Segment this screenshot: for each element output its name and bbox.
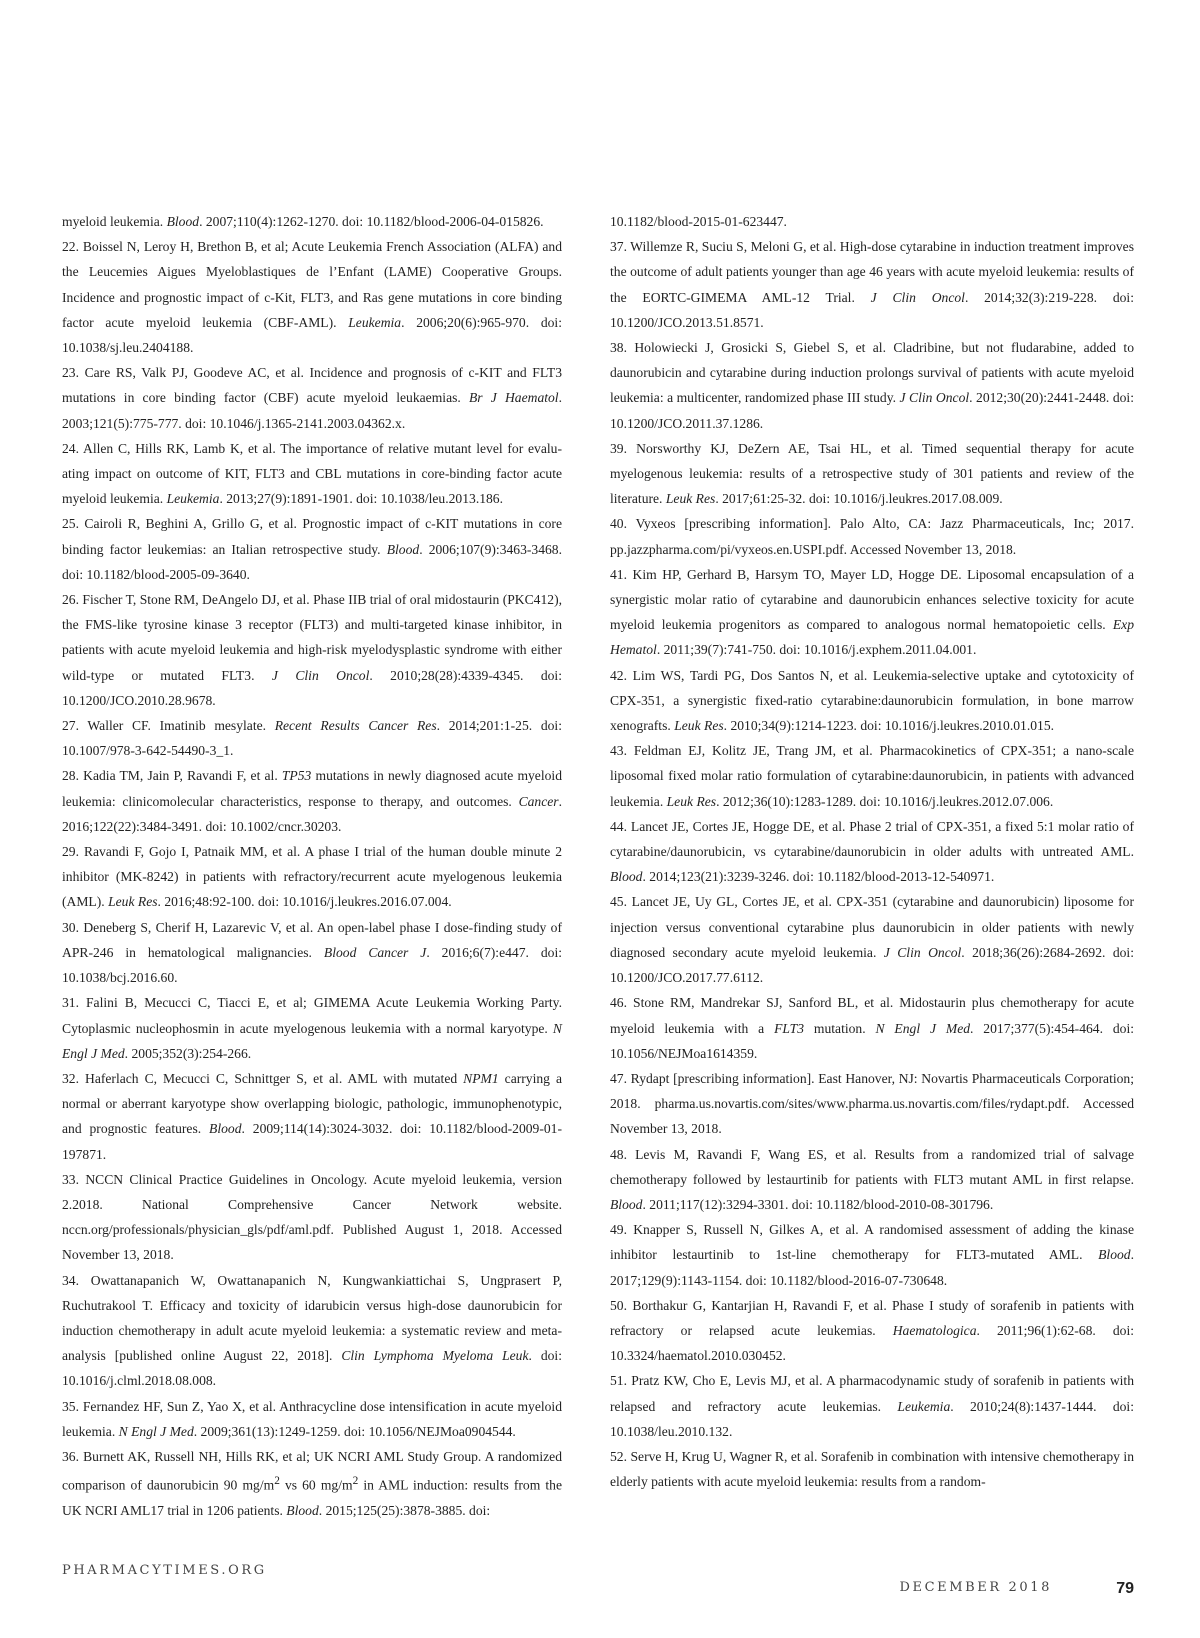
reference-entry: 45. Lancet JE, Uy GL, Cortes JE, et al. CPX-351 (cytarabine and daunorubicin) liposome for injection versus conventional cytarabine plus daunorubicin in older patients with newly diagnosed secondary acute myeloid leukemia. J Clin Oncol. 2018;36(26):2684-2692. doi: 10.1200/JCO.2017.77.6112. (610, 894, 1134, 986)
page-number: 79 (1116, 1580, 1134, 1597)
reference-entry: 47. Rydapt [prescribing information]. East Hanover, NJ: Novartis Pharmaceuticals Corporation; 2018. pharma.us.novartis.com/sites/www.pharma.us.novartis.com/files/rydapt.pdf. Accessed November 13, 2018. (610, 1070, 1134, 1137)
reference-entry: 28. Kadia TM, Jain P, Ravandi F, et al. TP53 mutations in newly diagnosed acute myeloid leukemia: clinicomolecular characteristics, response to therapy, and outcomes. Cancer. 2016;122(22):3484-3491. doi: 10.1002/cncr.30203. (62, 768, 562, 834)
reference-entry: 31. Falini B, Mecucci C, Tiacci E, et al; GIMEMA Acute Leukemia Working Party. Cytoplasmic nucleophosmin in acute myelogenous leukemia with a normal karyotype. N Engl J Med. 2005;352(3):254-266. (62, 995, 562, 1061)
reference-entry: 36. Burnett AK, Russell NH, Hills RK, et al; UK NCRI AML Study Group. A randomized comparison of daunorubicin 90 $mg/m^2$ vs 60 $mg/m^2$ in AML induction: results from the UK NCRI AML17 trial in 1206 patients. Blood. 2015;125(25):3878-3885. doi: (62, 1448, 562, 1518)
reference-entry: 26. Fischer T, Stone RM, DeAngelo DJ, et al. Phase IIB trial of oral midostaurin (PKC412), the FMS-like tyrosine kinase 3 receptor (FLT3) and multi-targeted kinase inhibitor, in patients with acute myeloid leukemia and high-risk myelodysplastic syndrome with either wild-type or mutated FLT3. J Clin Oncol. 2010;28(28):4339-4345. doi: 10.1200/JCO.2010.28.9678. (62, 592, 562, 708)
reference-entry: 46. Stone RM, Mandrekar SJ, Sanford BL, et al. Midostaurin plus chemotherapy for acute myeloid leukemia with a FLT3 mutation. N Engl J Med. 2017;377(5):454-464. doi: 10.1056/NEJMoa1614359. (610, 995, 1135, 1061)
references-left-column (62, 209, 562, 1523)
reference-entry: 27. Waller CF. Imatinib mesylate. Recent Results Cancer Res. 2014;201:1-25. doi: 10.1007/978-3-642-54490-3_1. (62, 718, 562, 759)
reference-entry: 35. Fernandez HF, Sun Z, Yao X, et al. Anthracycline dose intensification in acute myeloid leukemia. N Engl J Med. 2009;361(13):1249-1259. doi: 10.1056/NEJMoa0904544. (62, 1398, 562, 1439)
reference-entry: 32. Haferlach C, Mecucci C, Schnittger S, et al. AML with mutated NPM1 carrying a normal or aberrant karyotype show overlapping biologic, pathologic, immunophenotypic, and prognostic features. Blood. 2009;114(14):3024-3032. doi: 10.1182/blood-2009-01-197871. (62, 1070, 562, 1162)
reference-entry: 50. Borthakur G, Kantarjian H, Ravandi F, et al. Phase I study of sorafenib in patients with refractory or relapsed acute leukemias. Haematologica. 2011;96(1):62-68. doi: 10.3324/haematol.2010.030452. (610, 1297, 1134, 1364)
footer-site-name: PHARMACYTIMES.ORG (62, 1563, 267, 1578)
reference-entry: 30. Deneberg S, Cherif H, Lazarevic V, et al. An open-label phase I dose-finding study of APR-246 in hematological malignancies. Blood Cancer J. 2016;6(7):e447. doi: 10.1038/bcj.2016.60. (62, 919, 562, 986)
reference-entry: 40. Vyxeos [prescribing information]. Palo Alto, CA: Jazz Pharmaceuticals, Inc; 2017. pp.jazzpharma.com/pi/vyxeos.en.USPI.pdf. Accessed November 13, 2018. (610, 516, 1134, 557)
reference-entry: 24. Allen C, Hills RK, Lamb K, et al. The importance of relative mutant level for evaluating impact on outcome of KIT, FLT3 and CBL mutations in core-binding factor acute myeloid leukemia. Leukemia. 2013;27(9):1891-1901. doi: 10.1038/leu.2013.186. (62, 440, 562, 507)
reference-entry: 25. Cairoli R, Beghini A, Grillo G, et al. Prognostic impact of c-KIT mutations in core binding factor leukemias: an Italian retrospective study. Blood. 2006;107(9):3463-3468. doi: 10.1182/blood-2005-09-3640. (62, 516, 562, 582)
reference-entry: 42. Lim WS, Tardi PG, Dos Santos N, et al. Leukemia-selective uptake and cytotoxicity of CPX-351, a synergistic fixed-ratio cytarabine:daunorubicin formulation, in bone marrow xenografts. Leuk Res. 2010;34(9):1214-1223. doi: 10.1016/j.leukres.2010.01.015. (610, 667, 1134, 734)
reference-entry: 52. Serve H, Krug U, Wagner R, et al. Sorafenib in combination with intensive chemotherapy in elderly patients with acute myeloid leukemia: results from a random- (610, 1448, 1134, 1490)
reference-entry: 43. Feldman EJ, Kolitz JE, Trang JM, et al. Pharmacokinetics of CPX-351; a nano-scale liposomal fixed molar ratio formulation of cytarabine:daunorubicin, in patients with advanced leukemia. Leuk Res. 2012;36(10):1283-1289. doi: 10.1016/j.leukres.2012.07.006. (610, 743, 1134, 809)
reference-entry: myeloid leukemia. Blood. 2007;110(4):1262-1270. doi: 10.1182/blood-2006-04-015826. (62, 214, 544, 229)
reference-entry: 29. Ravandi F, Gojo I, Patnaik MM, et al. A phase I trial of the human double minute 2 inhibitor (MK-8242) in patients with refractory/recurrent acute myelogenous leukemia (AML). Leuk Res. 2016;48:92-100. doi: 10.1016/j.leukres.2016.07.004. (62, 844, 562, 910)
reference-entry: 37. Willemze R, Suciu S, Meloni G, et al. High-dose cytarabine in induction treatment improves the outcome of adult patients younger than age 46 years with acute myeloid leukemia: results of the EORTC-GIMEMA AML-12 Trial. J Clin Oncol. 2014;32(3):219-228. doi: 10.1200/JCO.2013.51.8571. (610, 239, 1134, 330)
references-right-column (610, 209, 1134, 1494)
reference-entry: 49. Knapper S, Russell N, Gilkes A, et al. A randomised assessment of adding the kinase inhibitor lestaurtinib to 1st-line chemotherapy for FLT3-mutated AML. Blood. 2017;129(9):1143-1154. doi: 10.1182/blood-2016-07-730648. (610, 1222, 1134, 1288)
reference-entry: 39. Norsworthy KJ, DeZern AE, Tsai HL, et al. Timed sequential therapy for acute myelogenous leukemia: results of a retrospective study of 301 patients and review of the literature. Leuk Res. 2017;61:25-32. doi: 10.1016/j.leukres.2017.08.009. (610, 440, 1134, 507)
reference-entry: 22. Boissel N, Leroy H, Brethon B, et al; Acute Leukemia French Association (ALFA) and the Leucemies Aigues Myeloblastiques de l’Enfant (LAME) Cooperative Groups. Incidence and prognostic impact of c-Kit, FLT3, and Ras gene mutations in core binding factor acute myeloid leukemia (CBF-AML). Leukemia. 2006;20(6):965-970. doi: 10.1038/sj.leu.2404188. (62, 239, 562, 356)
reference-entry: 41. Kim HP, Gerhard B, Harsym TO, Mayer LD, Hogge DE. Liposomal encapsulation of a synergistic molar ratio of cytarabine and daunorubicin enhances selective toxicity for acute myeloid leukemia progenitors as compared to analogous normal hematopoietic cells. Exp Hematol. 2011;39(7):741-750. doi: 10.1016/j.exphem.2011.04.001. (610, 566, 1134, 658)
reference-entry: 44. Lancet JE, Cortes JE, Hogge DE, et al. Phase 2 trial of CPX-351, a fixed 5:1 molar ratio of cytarabine/daunorubicin, vs cytarabine/daunorubicin in older adults with untreated AML. Blood. 2014;123(21):3239-3246. doi: 10.1182/blood-2013-12-540971. (610, 818, 1134, 885)
reference-entry: 51. Pratz KW, Cho E, Levis MJ, et al. A pharmacodynamic study of sorafenib in patients with relapsed and refractory acute leukemias. Leukemia. 2010;24(8):1437-1444. doi: 10.1038/leu.2010.132. (610, 1373, 1134, 1439)
reference-entry: 10.1182/blood-2015-01-623447. (610, 214, 787, 229)
reference-entry: 23. Care RS, Valk PJ, Goodeve AC, et al. Incidence and prognosis of c-KIT and FLT3 mutations in core binding factor (CBF) acute myeloid leukaemias. Br J Haematol. 2003;121(5):775-777. doi: 10.1046/j.1365-2141.2003.04362.x. (62, 365, 562, 431)
reference-entry: 33. NCCN Clinical Practice Guidelines in Oncology. Acute myeloid leukemia, version 2.2018. National Comprehensive Cancer Network website. nccn.org/professionals/physician_gls/pdf/aml.pdf. Published August 1, 2018. Accessed November 13, 2018. (62, 1171, 562, 1263)
footer-issue-date: DECEMBER 2018 (899, 1580, 1052, 1595)
reference-entry: 48. Levis M, Ravandi F, Wang ES, et al. Results from a randomized trial of salvage chemotherapy followed by lestaurtinib for patients with FLT3 mutant AML in first relapse. Blood. 2011;117(12):3294-3301. doi: 10.1182/blood-2010-08-301796. (610, 1146, 1134, 1212)
reference-entry: 38. Holowiecki J, Grosicki S, Giebel S, et al. Cladribine, but not fludarabine, added to daunorubicin and cytarabine during induction prolongs survival of patients with acute myeloid leukemia: a multicenter, randomized phase III study. J Clin Oncol. 2012;30(20):2441-2448. doi: 10.1200/JCO.2011.37.1286. (610, 340, 1134, 431)
reference-entry: 34. Owattanapanich W, Owattanapanich N, Kungwankiattichai S, Ungprasert P, Ruchutrakool T. Efficacy and toxicity of idarubicin versus high-dose daunorubicin for induction chemotherapy in adult acute myeloid leukemia: a systematic review and meta-analysis [published online August 22, 2018]. Clin Lymphoma Myeloma Leuk. doi: 10.1016/j.clml.2018.08.008. (62, 1272, 562, 1389)
